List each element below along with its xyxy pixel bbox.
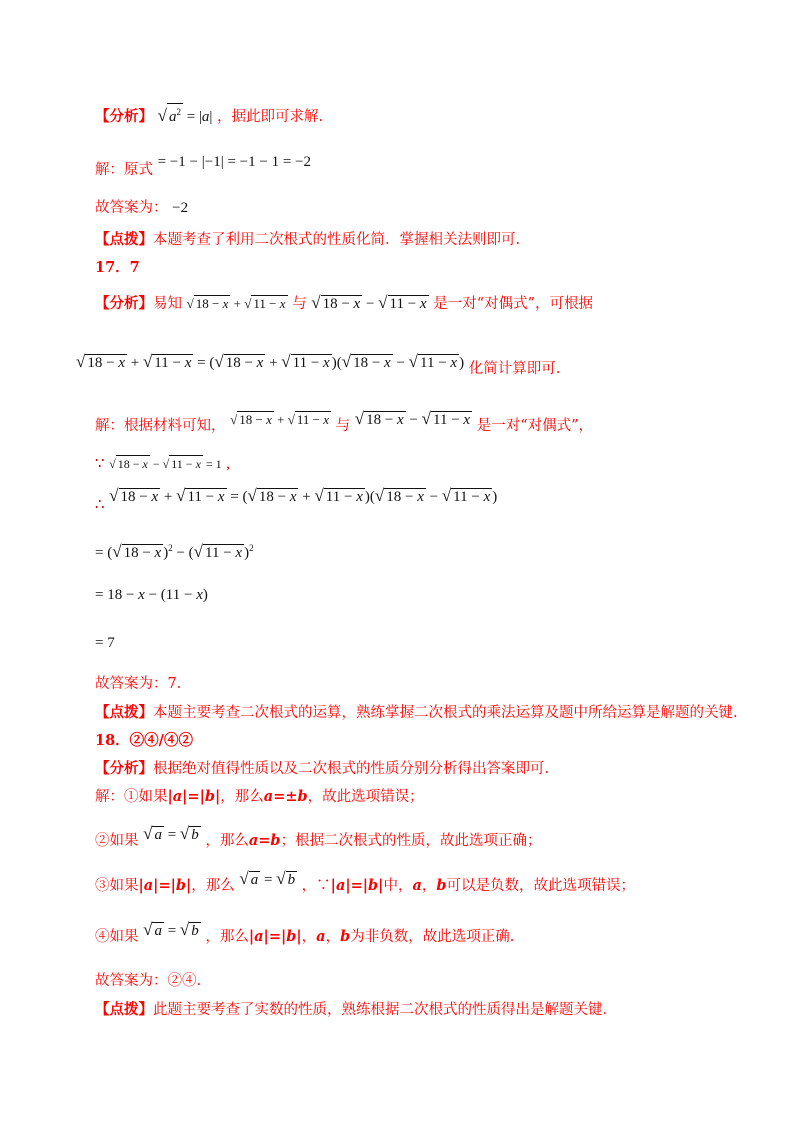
formula-sqrt-a2: √ $a^2 = |a|$ bbox=[158, 109, 213, 125]
q18-tip-tag: 【点拨】 bbox=[95, 1001, 153, 1018]
q18-l4c: |a|=|b| bbox=[248, 928, 302, 945]
formula-diff: √ 18 − x − √ 11 − x bbox=[311, 293, 427, 312]
q18-l3e: |a|=|b| bbox=[330, 877, 384, 894]
q18-l4a: ④如果 bbox=[95, 929, 139, 945]
q17-sol1: 解：根据材料可知， bbox=[95, 418, 226, 434]
q18-l4h: 为非负数，故此选项正确. bbox=[350, 929, 515, 945]
formula-diff-2: √ 18 − x − √ 11 − x bbox=[354, 409, 471, 428]
q17-analysis-tag: 【分析】 bbox=[95, 295, 153, 312]
formula-given: √ 18 − x − √ 11 − x = 1 bbox=[109, 457, 222, 471]
q17-analysis-line bbox=[95, 293, 593, 314]
q18-analysis-tag: 【分析】 bbox=[95, 760, 153, 777]
q18-l2d: ；根据二次根式的性质，故此选项正确； bbox=[280, 833, 542, 849]
q18-line-4 bbox=[95, 920, 515, 945]
q18-l3c: ，那么 bbox=[191, 878, 235, 894]
formula-step-1: √ 18 − x + √ 11 − x = (√ 18 − x + √ 11 − x )(√ 18 − x − √ 11 − x ) bbox=[109, 486, 498, 505]
q18-tip-text: 此题主要考查了实数的性质，熟练根据二次根式的性质得出是解题关键. bbox=[153, 1002, 608, 1018]
q17-tip-text: 本题主要考查二次根式的运算，熟练掌握二次根式的乘法运算及题中所给运算是解题的关键. bbox=[153, 705, 738, 721]
q18-l3g: a bbox=[412, 877, 422, 894]
q17-a1: 易知 bbox=[153, 296, 182, 312]
q18-l3f: 中， bbox=[383, 878, 413, 894]
q18-l2a: ②如果 bbox=[95, 833, 139, 849]
q17-tip-tag: 【点拨】 bbox=[95, 704, 153, 721]
formula-step-3: = 18 − x − (11 − x) bbox=[95, 587, 208, 603]
q18-l1d: a=±b bbox=[263, 788, 308, 805]
q18-l3i: b bbox=[436, 877, 447, 894]
q17-sol2: 与 bbox=[335, 418, 351, 434]
formula-sqrt-eq-2: √ a = √ b bbox=[239, 869, 296, 888]
tip-tag: 【点拨】 bbox=[95, 231, 153, 248]
therefore-symbol: ∴ bbox=[95, 497, 105, 513]
q17-a3: 是一对“对偶式”，可根据 bbox=[433, 296, 594, 312]
q17-a2: 与 bbox=[292, 296, 307, 312]
formula-sum-small: √ 18 − x + √ 11 − x bbox=[186, 296, 286, 311]
q18-analysis-text: 根据绝对值得性质以及二次根式的性质分别分析得出答案即可. bbox=[153, 761, 550, 777]
q18-l4g: b bbox=[340, 928, 351, 945]
q17-analysis-formula-line bbox=[76, 352, 561, 377]
q17-a4: 化简计算即可. bbox=[468, 361, 561, 377]
q17-because-line: ∵ √ 18 − x − √ 11 − x = 1 , bbox=[95, 456, 231, 472]
q18-l3b: |a|=|b| bbox=[138, 877, 192, 894]
q18-l2c: a=b bbox=[248, 832, 281, 849]
analysis-line-1 bbox=[95, 103, 323, 127]
q18-l4e: a bbox=[316, 928, 326, 945]
q18-l1e: ，故此选项错误； bbox=[307, 789, 424, 805]
q17-solution-line-1 bbox=[95, 409, 594, 434]
formula-sum-small-2: √ 18 − x + √ 11 − x bbox=[230, 412, 329, 427]
formula-product-identity: √ 18 − x + √ 11 − x = (√ 18 − x + √ 11 − x )(√ 18 − x − √ 11 − x ) bbox=[76, 352, 465, 371]
answer-label: 故答案为： bbox=[95, 200, 168, 216]
q18-answer: 故答案为：②④. bbox=[95, 973, 202, 989]
analysis-tag: 【分析】 bbox=[95, 108, 153, 125]
q18-line-2 bbox=[95, 824, 542, 849]
q17-therefore-line bbox=[95, 486, 498, 513]
q18-l4f: ， bbox=[325, 929, 341, 945]
formula-solution-1: = −1 − |−1| = −1 − 1 = −2 bbox=[157, 154, 312, 170]
answer-line-1 bbox=[95, 198, 188, 218]
formula-sqrt-eq-3: √ a = √ b bbox=[143, 920, 199, 939]
solution-line-1 bbox=[95, 152, 312, 178]
q18-line-1 bbox=[95, 787, 424, 807]
answer-value: −2 bbox=[172, 200, 189, 216]
formula-step-4: = 7 bbox=[95, 635, 115, 651]
formula-step-2: = (√ 18 − x )$^2$ − (√ 11 − x )$^2$ bbox=[95, 542, 254, 561]
q17-step-4 bbox=[95, 633, 115, 653]
q18-l2b: ，那么 bbox=[205, 833, 249, 849]
q17-sol3: 是一对“对偶式”， bbox=[476, 418, 594, 434]
q18-l1c: ，那么 bbox=[220, 789, 264, 805]
q17-step-3 bbox=[95, 585, 208, 605]
q18-l4d: ， bbox=[301, 929, 317, 945]
q18-line-3 bbox=[95, 869, 636, 894]
q18-l3a: ③如果 bbox=[95, 878, 139, 894]
q17-tip-line bbox=[95, 703, 738, 723]
q18-l1a: 解：①如果 bbox=[95, 789, 168, 805]
q18-heading: 18．②④/④② bbox=[95, 732, 193, 749]
q17-heading: 17．7 bbox=[95, 259, 140, 276]
solution-label: 解：原式 bbox=[95, 162, 153, 178]
tip-line-1 bbox=[95, 230, 520, 250]
q18-l1b: |a|=|b| bbox=[167, 788, 221, 805]
analysis-text: ，据此即可求解. bbox=[217, 109, 324, 125]
q18-l4b: ，那么 bbox=[205, 929, 249, 945]
q18-l3d: ，∵ bbox=[301, 878, 331, 894]
tip-text: 本题考查了利用二次根式的性质化简．掌握相关法则即可. bbox=[153, 232, 521, 248]
q18-tip-line bbox=[95, 1000, 607, 1020]
q18-analysis-line bbox=[95, 759, 549, 779]
q18-l3j: 可以是负数，故此选项错误； bbox=[446, 878, 636, 894]
because-symbol: ∵ bbox=[95, 456, 105, 472]
formula-sqrt-eq-1: √ a = √ b bbox=[143, 824, 199, 843]
q17-answer: 故答案为：7. bbox=[95, 676, 182, 692]
q17-step-2 bbox=[95, 538, 254, 563]
q18-l3h: ， bbox=[421, 878, 437, 894]
